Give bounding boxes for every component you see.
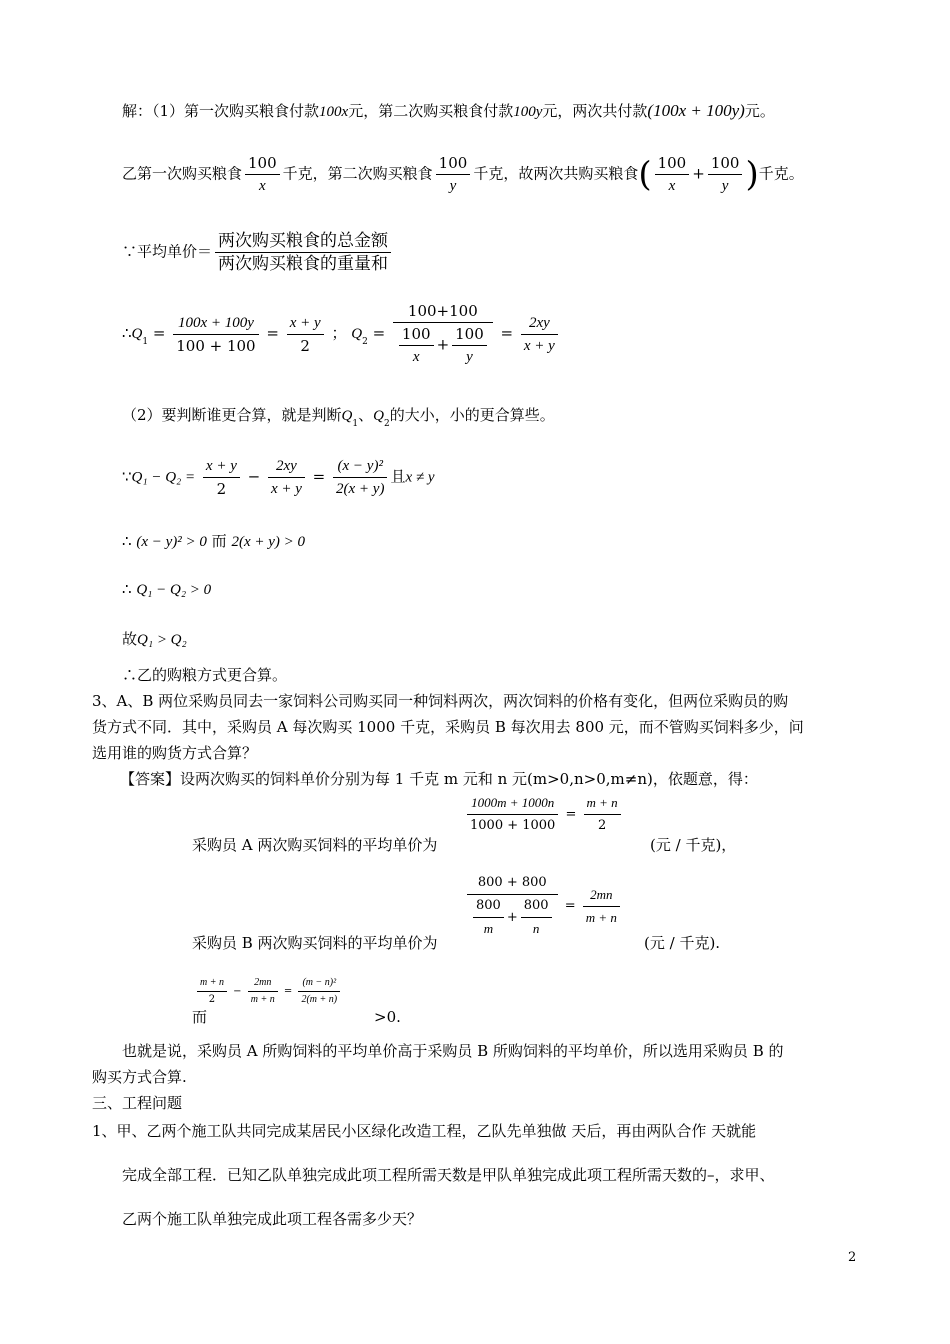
denominator: m + n (250, 994, 275, 1005)
denominator: 2(m + n) (301, 994, 338, 1005)
part-2-statement (122, 404, 555, 435)
denominator: 两次购买粮食的重量和 (218, 254, 389, 274)
denominator: 2 (208, 994, 216, 1005)
text: （2）要判断谁更合算，就是判断 (122, 406, 342, 424)
fraction-cmp-b (248, 975, 278, 1008)
because-symbol: ∵ (122, 467, 132, 486)
q1-symbol: Q (131, 326, 143, 342)
difference-positive (122, 578, 211, 601)
numerator: 100+100 (393, 300, 493, 323)
conclusion-text: ∴乙的购粮方式更合算。 (122, 666, 288, 684)
numerator: 100 (452, 323, 487, 346)
numerator: 100 (436, 152, 471, 175)
math-total: (100x + 100y) (647, 101, 745, 120)
eng-problem-line-3: 乙两个施工队单独完成此项工程各需多少天？ (122, 1210, 423, 1228)
section-heading: 三、工程问题 (92, 1094, 183, 1112)
denominator: 2 (597, 818, 607, 833)
fraction-b (268, 455, 305, 500)
comparison-result: >0. (374, 1008, 401, 1026)
eng-problem-line-2: 完成全部工程．已知乙队单独完成此项工程所需天数是甲队单独完成此项工程所需天数的–，求甲、 (122, 1166, 775, 1184)
q1-subscript: 1 (142, 337, 149, 347)
q2-symbol: Q (351, 326, 363, 342)
text: 且 (390, 467, 406, 486)
q1-subscript: 1 (352, 419, 359, 429)
numerator: 800 (521, 895, 552, 918)
numerator: x + y (203, 455, 240, 478)
denominator: 2 (300, 336, 310, 355)
fraction-100-over-y (452, 323, 487, 368)
numerator: 100 (655, 152, 690, 175)
q2-subscript: 2 (362, 337, 368, 347)
fraction-100-over-y (436, 152, 471, 197)
text: 元，两次共付款 (542, 102, 648, 120)
denominator: x (412, 349, 420, 365)
text-line: 也就是说，采购员 A 所购饲料的平均单价高于采购员 B 所购饲料的平均单价，所以选用采购员 B 的 (122, 1042, 784, 1060)
math: Q₁ − Q₂ > 0 (136, 582, 212, 598)
denominator: m (483, 921, 494, 936)
denominator: $\frac{100}{x}$ + $\frac{100}{y}$ (393, 323, 493, 368)
paren-close: ) (745, 154, 759, 195)
fraction-800-over-m (473, 895, 504, 940)
q2-subscript: 2 (383, 419, 390, 429)
text-line: 货方式不同．其中，采购员 A 每次购买 1000 千克，采购员 B 每次用去 800 元，而不管购买饲料多少，问 (92, 718, 804, 736)
denominator: 1000 + 1000 (470, 818, 556, 833)
comparison-formula: $\frac{m + n}{2}$ − $\frac{2mn}{m + n}$ = $\frac{\text{(m − n)²}}{2(m + n)}$ (194, 975, 343, 1008)
math: (x − y)² > 0 (136, 534, 207, 550)
fraction-a (467, 792, 558, 837)
numerator: m + n (197, 975, 227, 992)
text: 解：（1）第一次购买粮食付款 (122, 102, 320, 120)
fraction-cmp-a (197, 975, 227, 1008)
denominator: $\frac{800}{m}$ + $\frac{800}{n}$ (467, 895, 558, 940)
denominator: y (721, 178, 729, 194)
fraction-a-simplified (584, 792, 621, 837)
denominator: 2 (216, 480, 227, 498)
separator: 、 (358, 406, 374, 424)
text: 的大小，小的更合算些。 (389, 406, 555, 424)
text: 故 (122, 630, 138, 648)
fraction-q2-simplified (521, 312, 558, 357)
conclusion-q (122, 628, 187, 651)
fraction-q2 (393, 300, 493, 368)
solution-line-1 (122, 100, 775, 123)
denominator: x + y (523, 337, 555, 354)
math-amount-y: 100y (513, 104, 543, 120)
difference-lhs: Q₁ − Q₂ = (131, 469, 196, 486)
fraction-800-over-n (521, 895, 552, 940)
numerator: m + n (584, 792, 621, 815)
text: ∵平均单价＝ (122, 242, 213, 261)
numerator: x + y (287, 312, 324, 335)
numerator: 100x + 100y (173, 312, 258, 335)
fraction-q1 (173, 312, 258, 357)
math: 2(x + y) > 0 (231, 534, 306, 550)
numerator: 100 (708, 152, 743, 175)
text: 乙第一次购买粮食 (122, 164, 243, 183)
denominator: y (449, 178, 457, 194)
fraction-c (333, 455, 387, 500)
fraction-price (215, 230, 391, 275)
denominator: y (466, 349, 473, 365)
text: 元。 (744, 102, 775, 120)
math: Q₁ > Q₂ (137, 632, 187, 648)
q1-symbol: Q (341, 408, 353, 424)
comparison-word: 而 (192, 1008, 208, 1026)
numerator: 2mn (248, 975, 278, 992)
text-line: 选用谁的购货方式合算？ (92, 744, 258, 762)
fraction-cmp-c (298, 975, 340, 1008)
numerator: 2mn (583, 884, 620, 907)
text: 千克，第二次购买粮食 (282, 164, 433, 183)
numerator: 100 (245, 152, 280, 175)
numerator: 100 (399, 323, 434, 346)
denominator: x (668, 178, 676, 194)
numerator: 2xy (268, 455, 305, 478)
text-line: 3、A、B 两位采购员同去一家饲料公司购买同一种饲料两次，两次饲料的价格有变化，但两位采购员的购 (92, 692, 789, 710)
therefore-symbol: ∴ (122, 324, 132, 342)
average-price-definition (122, 230, 394, 275)
paren-open: ( (638, 154, 652, 195)
problem-3 (92, 688, 872, 792)
solution-line-2: 乙第一次购买粮食 $\frac{100}{x}$ 千克，第二次购买粮食 $\frac{100}{y}$ 千克，故两次共购买粮食( $\frac{100}{x}$ + $\frac{100}{y}$ )千克。 (122, 152, 804, 197)
unit-a: (元 / 千克)， (650, 836, 737, 854)
fraction-100-over-x (245, 152, 280, 197)
denominator: m + n (585, 909, 617, 925)
math-amount-x: 100x (319, 104, 349, 120)
formula-b: 800 + 800 $\frac{800}{m}$ + $\frac{800}{n}$ = $\frac{2mn}{m + n}$ (464, 872, 623, 940)
numerator: (x − y)² (333, 455, 387, 478)
denominator: n (532, 921, 540, 936)
text: 千克。 (758, 164, 804, 183)
fraction-b (467, 872, 558, 940)
fraction-b-simplified (583, 884, 620, 929)
therefore-symbol: ∴ (122, 580, 132, 598)
fraction-q1-simplified (287, 312, 324, 357)
condition: x ≠ y (405, 469, 435, 486)
page-number: 2 (848, 1250, 857, 1265)
text-line: 购买方式合算. (92, 1068, 187, 1086)
fraction-100-over-x (655, 152, 690, 197)
summary (92, 1038, 872, 1116)
answer-intro: 【答案】设两次购买的饲料单价分别为每 1 千克 m 元和 n 元(m>0,n>0,m≠n)，依题意，得： (120, 770, 758, 788)
fraction-100-over-x (399, 323, 434, 368)
numerator: 2xy (521, 312, 558, 335)
text: 元，第二次购买粮食付款 (348, 102, 514, 120)
label-b: 采购员 B 两次购买饲料的平均单价为 (192, 934, 438, 952)
text: 千克，故两次共购买粮食 (473, 164, 639, 183)
unit-b: (元 / 千克). (644, 934, 721, 952)
q-formulas: $\therefore Q_1$ = $\frac{100x + 100y}{100 + 100}$ = $\frac{x + y}{2}$ ； $Q_2$ = 100+100 $\frac{100}{x}$ + $\frac{100}{y}$ = $\frac{2xy}{x + y}$ (122, 300, 561, 368)
fraction-a (203, 455, 240, 500)
positivity-line (122, 530, 305, 553)
numerator: 800 (473, 895, 504, 918)
denominator: 2(x + y) (336, 481, 385, 497)
text: 而 (211, 532, 227, 550)
eng-problem-line-1: 1、甲、乙两个施工队共同完成某居民小区绿化改造工程，乙队先单独做 天后，再由两队合作 天就能 (92, 1122, 757, 1140)
denominator: x + y (270, 481, 302, 497)
numerator: 两次购买粮食的总金额 (215, 230, 391, 253)
numerator: 1000m + 1000n (467, 792, 558, 815)
numerator: 800 + 800 (467, 872, 558, 895)
formula-a: $\frac{1000m + 1000n}{1000 + 1000}$ = $\frac{m + n}{2}$ (464, 792, 624, 837)
denominator: 100 + 100 (176, 336, 256, 355)
difference-formula: ∵Q₁ − Q₂ = $\frac{x + y}{2}$ − $\frac{2xy}{x + y}$ = $\frac{\text{(x − y)²}}{2(x + y)}$ 且x ≠ y (122, 455, 435, 500)
label-a: 采购员 A 两次购买饲料的平均单价为 (192, 836, 438, 854)
denominator: x (259, 178, 266, 194)
separator: ； (331, 324, 347, 342)
fraction-100-over-y (708, 152, 743, 197)
q2-symbol: Q (373, 408, 384, 424)
numerator: (m − n)² (298, 975, 340, 992)
therefore-symbol: ∴ (122, 532, 132, 550)
